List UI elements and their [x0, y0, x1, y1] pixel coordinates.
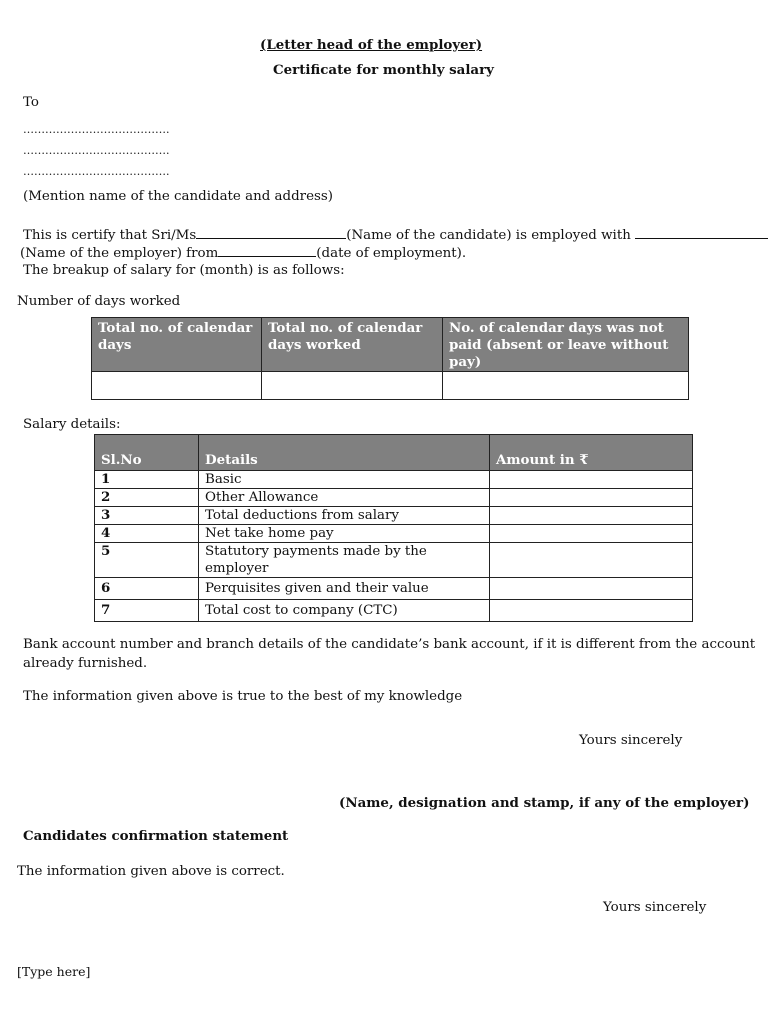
certify-text-c: (Name of the employer) from	[20, 246, 219, 261]
days-header-unpaid: No. of calendar days was not paid (absent or leave without pay)	[443, 318, 689, 372]
salary-slno: 5	[95, 543, 199, 578]
employer-name-blank	[635, 226, 768, 239]
salary-header-amount: Amount in ₹	[490, 435, 693, 471]
salary-amount	[490, 471, 693, 489]
address-line-3: ………………………………….	[23, 165, 170, 178]
employer-signature-note: (Name, designation and stamp, if any of the employer)	[339, 795, 750, 811]
breakup-line: The breakup of salary for (month) is as follows:	[23, 263, 345, 278]
certify-line-1	[23, 226, 768, 245]
salary-amount	[490, 489, 693, 507]
table-row	[95, 471, 693, 489]
table-row	[95, 525, 693, 543]
certify-text-d: (date of employment).	[316, 246, 467, 261]
letterhead-note: (Letter head of the employer)	[260, 37, 483, 53]
to-label: To	[23, 95, 39, 110]
days-worked-table	[91, 317, 689, 400]
salary-amount	[490, 507, 693, 525]
salary-detail: Statutory payments made by the employer	[199, 543, 490, 578]
employment-date-blank	[218, 244, 316, 257]
salary-detail: Total cost to company (CTC)	[199, 600, 490, 622]
salary-slno: 4	[95, 525, 199, 543]
certify-text-b: (Name of the candidate) is employed with	[346, 228, 631, 243]
salary-header-slno: Sl.No	[95, 435, 199, 471]
address-line-2: ………………………………….	[23, 144, 170, 157]
footer-placeholder[interactable]: [Type here]	[17, 964, 91, 979]
salary-header-details: Details	[199, 435, 490, 471]
days-header-worked: Total no. of calendar days worked	[262, 318, 443, 372]
salary-detail: Other Allowance	[199, 489, 490, 507]
employer-closing: Yours sincerely	[579, 733, 683, 748]
candidate-statement: The information given above is correct.	[17, 864, 285, 879]
table-row	[95, 489, 693, 507]
salary-slno: 1	[95, 471, 199, 489]
candidate-heading: Candidates confirmation statement	[23, 828, 289, 844]
salary-detail: Perquisites given and their value	[199, 578, 490, 600]
table-row	[95, 578, 693, 600]
document-title: Certificate for monthly salary	[273, 62, 494, 78]
declaration-text: The information given above is true to the best of my knowledge	[23, 689, 463, 704]
salary-slno: 3	[95, 507, 199, 525]
salary-amount	[490, 578, 693, 600]
days-cell-calendar	[92, 372, 262, 400]
days-cell-worked	[262, 372, 443, 400]
salary-details-label: Salary details:	[23, 417, 121, 432]
bank-details-line-2: already furnished.	[23, 656, 148, 671]
salary-detail: Total deductions from salary	[199, 507, 490, 525]
days-header-calendar: Total no. of calendar days	[92, 318, 262, 372]
salary-slno: 2	[95, 489, 199, 507]
bank-details-line-1: Bank account number and branch details of the candidate’s bank account, if it is different from the account	[23, 637, 756, 652]
candidate-name-blank	[196, 226, 346, 239]
address-line-1: ………………………………….	[23, 123, 170, 136]
salary-slno: 6	[95, 578, 199, 600]
certify-line-2	[20, 244, 466, 263]
mention-note: (Mention name of the candidate and address)	[23, 189, 333, 204]
days-worked-label: Number of days worked	[17, 294, 181, 309]
candidate-closing: Yours sincerely	[603, 900, 707, 915]
certify-text-a: This is certify that Sri/Ms	[23, 228, 197, 243]
salary-details-table	[94, 434, 693, 622]
table-row	[95, 543, 693, 578]
salary-amount	[490, 600, 693, 622]
salary-amount	[490, 525, 693, 543]
salary-detail: Net take home pay	[199, 525, 490, 543]
table-row	[95, 600, 693, 622]
days-cell-unpaid	[443, 372, 689, 400]
salary-detail: Basic	[199, 471, 490, 489]
salary-slno: 7	[95, 600, 199, 622]
table-row	[95, 507, 693, 525]
salary-amount	[490, 543, 693, 578]
